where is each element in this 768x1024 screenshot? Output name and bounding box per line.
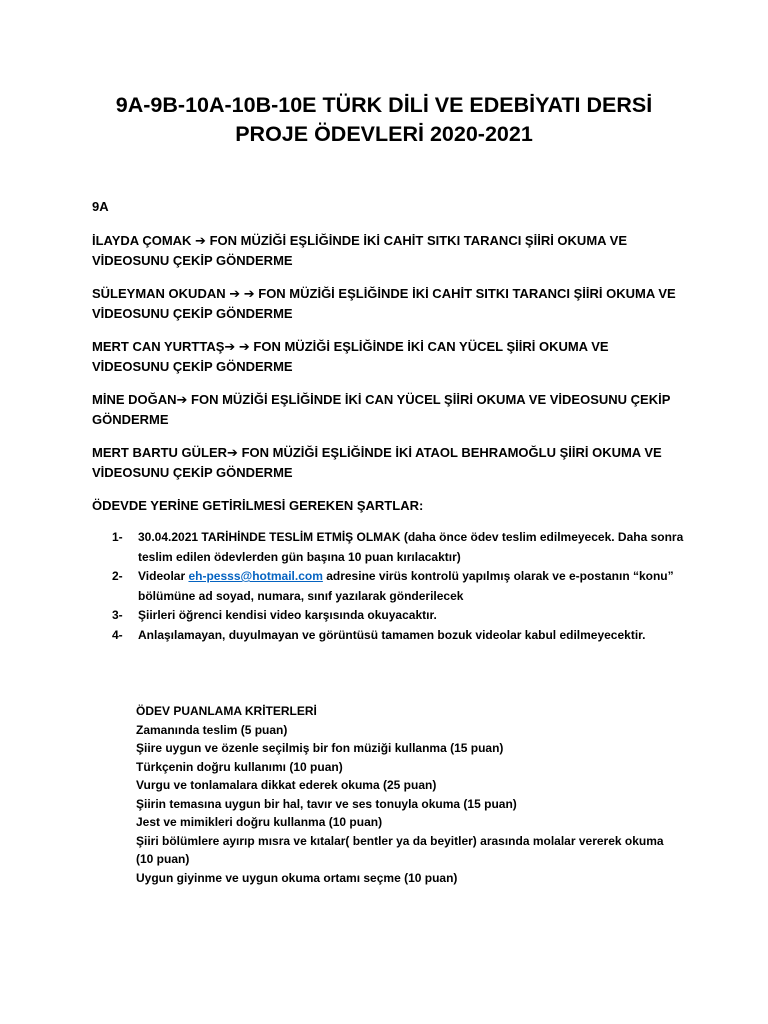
student-assignment: [92, 337, 682, 376]
requirement-number: 2-: [112, 569, 123, 583]
student-name: SÜLEYMAN OKUDAN: [92, 286, 230, 301]
requirement-item: [112, 567, 687, 606]
assignment-task: FON MÜZİĞİ EŞLİĞİNDE İKİ CAHİT SITKI TARANCI ŞİİRİ OKUMA VE VİDEOSUNU ÇEKİP GÖNDERME: [92, 233, 628, 268]
class-section-label: 9A: [92, 199, 109, 214]
assignment-task: FON MÜZİĞİ EŞLİĞİNDE İKİ CAN YÜCEL ŞİİRİ OKUMA VE VİDEOSUNU ÇEKİP GÖNDERME: [92, 392, 671, 427]
requirement-text: [138, 567, 687, 606]
criteria-item: Uygun giyinme ve uygun okuma ortamı seçme (10 puan): [136, 870, 458, 885]
email-link[interactable]: eh-pesss@hotmail.com: [188, 569, 323, 583]
student-assignment: [92, 443, 682, 482]
student-name: MERT BARTU GÜLER: [92, 445, 228, 460]
requirement-item: [112, 626, 687, 646]
requirement-number: 3-: [112, 608, 123, 622]
assignment-task: FON MÜZİĞİ EŞLİĞİNDE İKİ CAHİT SITKI TARANCI ŞİİRİ OKUMA VE VİDEOSUNU ÇEKİP GÖNDERME: [92, 286, 676, 321]
requirement-text-before: Videolar: [138, 569, 189, 583]
criteria-item: Şiirin temasına uygun bir hal, tavır ve ses tonuyla okuma (15 puan): [136, 796, 517, 811]
student-assignment: [92, 284, 682, 323]
requirement-item: [112, 528, 687, 567]
requirement-text: Anlaşılamayan, duyulmayan ve görüntüsü tamamen bozuk videolar kabul edilmeyecektir.: [138, 627, 646, 642]
assignment-task: FON MÜZİĞİ EŞLİĞİNDE İKİ CAN YÜCEL ŞİİRİ OKUMA VE VİDEOSUNU ÇEKİP GÖNDERME: [92, 339, 609, 374]
arrow-right-icon: ➔: [227, 445, 242, 460]
criteria-item: Jest ve mimikleri doğru kullanma (10 puan): [136, 815, 383, 829]
document-title-line2: PROJE ÖDEVLERİ 2020-2021: [235, 122, 533, 146]
requirement-number: 4-: [112, 627, 123, 642]
student-name: MİNE DOĞAN: [92, 392, 177, 407]
student-name: İLAYDA ÇOMAK: [92, 233, 196, 248]
requirements-list: [112, 528, 687, 645]
requirement-item: [112, 606, 687, 626]
student-assignment: [92, 390, 682, 429]
grading-criteria: [136, 702, 676, 887]
student-assignment: [92, 231, 682, 270]
requirement-text: Şiirleri öğrenci kendisi video karşısında okuyacaktır.: [138, 608, 437, 622]
assignment-task: FON MÜZİĞİ EŞLİĞİNDE İKİ ATAOL BEHRAMOĞLU ŞİİRİ OKUMA VE VİDEOSUNU ÇEKİP GÖNDERME: [92, 445, 662, 480]
criteria-item: Şiiri bölümlere ayırıp mısra ve kıtalar( bentler ya da beyitler) arasında molalar vererek okuma (10 puan): [136, 833, 664, 866]
requirements-heading: ÖDEVDE YERİNE GETİRİLMESİ GEREKEN ŞARTLAR:: [92, 498, 424, 513]
criteria-item: Zamanında teslim (5 puan): [136, 722, 288, 737]
requirement-text-after: adresine virüs kontrolü yapılmış olarak ve e-postanın “konu” bölümüne ad soyad, numara, sınıf yazılarak gönderilecek: [138, 569, 674, 603]
document-title-line1: 9A-9B-10A-10B-10E TÜRK DİLİ VE EDEBİYATI DERSİ: [115, 93, 653, 117]
student-name: MERT CAN YURTTAŞ: [92, 339, 225, 354]
criteria-item: Vurgu ve tonlamalara dikkat ederek okuma (25 puan): [136, 778, 437, 792]
arrow-right-icon: ➔ ➔: [229, 286, 259, 301]
criteria-item: Şiire uygun ve özenle seçilmiş bir fon müziği kullanma (15 puan): [136, 741, 504, 755]
arrow-right-icon: ➔: [176, 392, 192, 407]
arrow-right-icon: ➔ ➔: [224, 339, 254, 354]
criteria-heading: ÖDEV PUANLAMA KRİTERLERİ: [136, 704, 317, 718]
requirement-text: 30.04.2021 TARİHİNDE TESLİM ETMİŞ OLMAK (daha önce ödev teslim edilmeyecek. Daha sonra teslim edilen ödevlerden gün başına 10 puan kırılacaktır): [138, 530, 684, 564]
arrow-right-icon: ➔: [195, 233, 210, 248]
requirement-number: 1-: [112, 530, 123, 544]
criteria-item: Türkçenin doğru kullanımı (10 puan): [136, 759, 343, 774]
